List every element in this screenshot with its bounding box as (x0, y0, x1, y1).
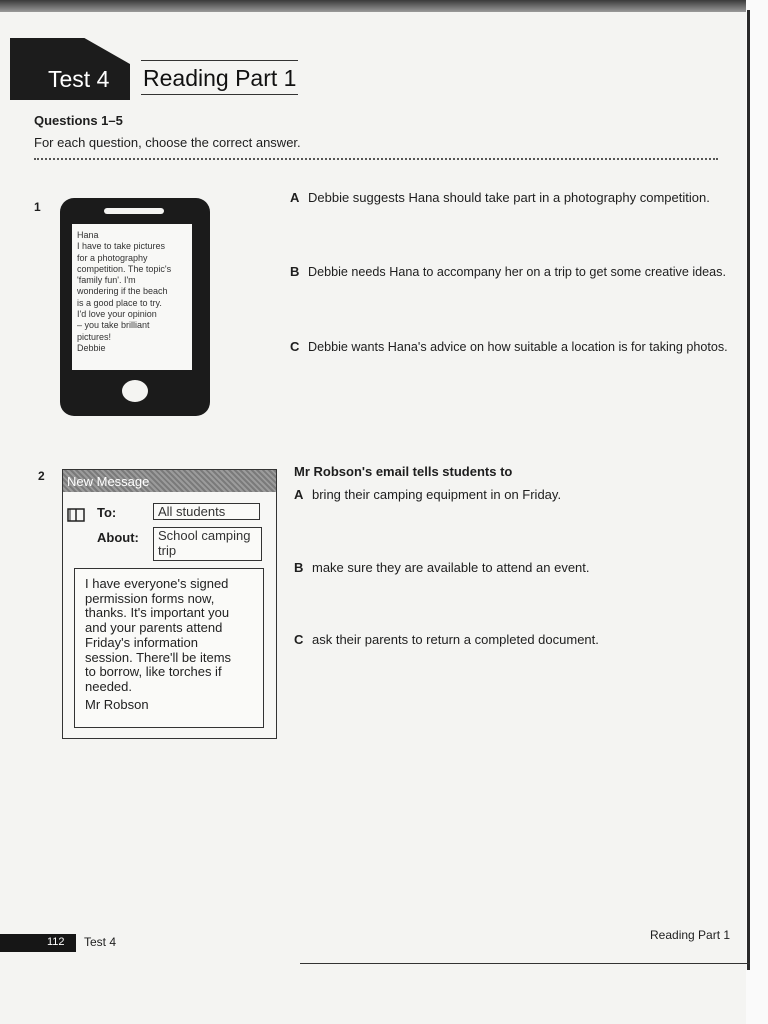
option-text: make sure they are available to attend an event. (312, 560, 590, 575)
email-body-line: Friday's information (85, 634, 199, 650)
email-body-line: session. There'll be items (85, 649, 232, 665)
about-line: School camping (158, 528, 251, 543)
message-line: pictures! (77, 331, 112, 342)
email-titlebar (63, 470, 276, 492)
section-title-text: Reading Part 1 (143, 65, 297, 91)
email-signoff: Mr Robson (85, 696, 149, 712)
phone-home-button-icon (122, 380, 148, 402)
phone-speaker-icon (104, 208, 164, 214)
questions-heading: Questions 1–5 (34, 113, 123, 128)
email-body-line: permission forms now, (85, 590, 215, 606)
option-text: bring their camping equipment in on Friday. (312, 487, 562, 502)
message-line: I'd love your opinion (77, 309, 157, 320)
option-letter: B (290, 264, 300, 279)
email-body-line: to borrow, like torches if (85, 664, 222, 680)
email-body-line: and your parents attend (85, 620, 223, 636)
option-text: Debbie needs Hana to accompany her on a trip to get some creative ideas. (308, 265, 726, 279)
footer-test-label: Test 4 (84, 935, 117, 949)
email-body-line: I have everyone's signed (85, 576, 229, 591)
page-number-box (0, 934, 76, 952)
address-book-icon (67, 508, 85, 522)
q2-option-a[interactable] (294, 487, 561, 502)
option-letter: A (290, 190, 300, 205)
q1-option-b[interactable] (290, 264, 726, 279)
phone-screen (72, 224, 192, 370)
option-text: Debbie wants Hana's advice on how suitable a location is for taking photos. (308, 340, 728, 354)
email-body (74, 568, 264, 728)
option-letter: A (294, 487, 304, 502)
message-line: for a photography (77, 252, 148, 263)
dotted-divider (34, 158, 718, 160)
instruction-text: For each question, choose the correct answer. (34, 135, 301, 150)
q1-option-a[interactable] (290, 190, 710, 205)
question-number-2: 2 (38, 469, 45, 483)
footer-rule (300, 963, 750, 964)
email-window-title: New Message (67, 474, 150, 489)
option-letter: C (294, 632, 304, 647)
page-number: 112 (47, 936, 65, 948)
message-line: Debbie (77, 342, 106, 353)
email-body-line: thanks. It's important you (85, 605, 230, 621)
message-line: is a good place to try. (77, 297, 162, 308)
about-field (153, 527, 262, 561)
q2-question-text: Mr Robson's email tells students to (294, 464, 513, 479)
footer-section-label: Reading Part 1 (650, 928, 731, 942)
message-line: Hana (77, 230, 99, 240)
section-title (141, 60, 298, 95)
about-label: About: (97, 530, 139, 545)
message-line: – you take brilliant (77, 320, 150, 331)
test-label: Test 4 (48, 66, 110, 92)
to-field: All students (153, 503, 260, 520)
phone-illustration (60, 198, 210, 416)
message-line: wondering if the beach (77, 286, 168, 297)
option-letter: C (290, 339, 300, 354)
to-label: To: (97, 505, 117, 520)
page-top-edge (0, 0, 768, 12)
message-line: competition. The topic's (77, 263, 172, 274)
option-text: Debbie suggests Hana should take part in a photography competition. (308, 190, 710, 205)
question-number-1: 1 (34, 200, 41, 214)
message-line: I have to take pictures (77, 241, 166, 252)
about-line: trip (158, 543, 177, 558)
message-line: 'family fun'. I'm (77, 275, 136, 286)
option-text: ask their parents to return a completed document. (312, 632, 599, 647)
email-window (62, 469, 277, 739)
page-spine-edge (747, 10, 750, 970)
q2-option-c[interactable] (294, 632, 599, 647)
email-body-line: needed. (85, 678, 132, 694)
q1-option-c[interactable] (290, 339, 728, 354)
q2-option-b[interactable] (294, 560, 590, 575)
option-letter: B (294, 560, 304, 575)
